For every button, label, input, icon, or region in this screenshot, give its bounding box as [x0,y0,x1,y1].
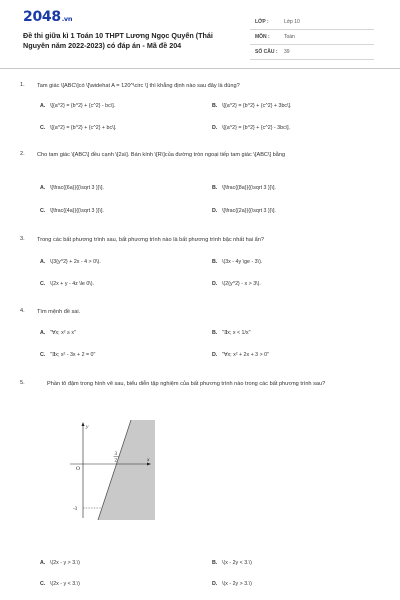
option-letter: A. [40,103,46,109]
option-text: \(x - 2y < 3.\) [222,560,252,566]
option-text: "∀x; x² + 2x + 3 > 0" [222,352,269,358]
option-a[interactable] [40,330,76,336]
option-letter: A. [40,185,46,191]
logo-text: 2048 [23,9,61,25]
inequality-graph [65,420,155,520]
option-letter: C. [40,208,46,214]
option-letter: C. [40,352,46,358]
option-text: "∀x; x² ≥ x" [50,330,76,336]
option-a[interactable] [40,560,80,566]
meta-value: Lớp 10 [284,19,300,25]
option-c[interactable] [40,352,95,358]
option-letter: B. [212,185,218,191]
y-axis-label: y [86,424,89,430]
meta-label: SỐ CÂU : [255,49,278,55]
question-text: Tìm mệnh đề sai. [37,309,81,315]
question-number: 3. [20,236,25,242]
option-letter: D. [212,581,218,587]
x-intercept-denominator: 2 [114,458,117,464]
option-b[interactable] [212,259,262,265]
option-text: \(2x + y - 4z \le 0\). [50,281,95,287]
option-text: \(2x - y < 3.\) [50,581,80,587]
option-letter: C. [40,281,46,287]
shaded-region [98,420,155,520]
option-text: \[{a^2} = {b^2} + {c^2} - 3bc\]. [222,125,291,131]
y-intercept-label: -3 [73,507,78,512]
option-text: \(3x - 4y \ge - 3\). [222,259,263,265]
option-d[interactable] [212,125,290,131]
header-divider [0,68,400,69]
option-letter: A. [40,560,46,566]
option-text: \[{a^2} = {b^2} + {c^2} + bc\]. [50,125,117,131]
option-d[interactable] [212,281,261,287]
option-text: \[\frac{{4a}}{{\sqrt 3 }}\]. [50,208,104,214]
question-text: Tam giác \[ABC\]có \[\widehat A = 120^\circ \] thì khẳng định nào sau đây là đúng? [37,83,240,89]
option-a[interactable] [40,185,104,191]
question-number: 1. [20,82,25,88]
option-text: \[\frac{{6a}}{{\sqrt 3 }}\]. [50,185,104,191]
exam-title: Đề thi giữa kì 1 Toán 10 THPT Lương Ngọc Quyến (Thái Nguyên năm 2022-2023) có đáp án - Mã đề 204 [23,31,213,50]
option-text: \[\frac{{8a}}{{\sqrt 3 }}\]. [222,185,276,191]
question-number: 4. [20,308,25,314]
question-text: Phần tô đậm trong hình vẽ sau, biểu diễn tập nghiệm của bất phương trình nào trong các bất phương trình sau? [47,381,326,387]
meta-row-subject [250,30,374,45]
meta-row-question-count [250,45,374,60]
option-letter: D. [212,352,218,358]
question-text: Cho tam giác \[ABC\] đều cạnh \[2a\]. Bán kính \[R\]của đường tròn ngoại tiếp tam giác \[ABC\] bằng [37,152,286,158]
option-letter: D. [212,208,218,214]
option-letter: C. [40,125,46,131]
meta-label: MÔN : [255,34,270,40]
option-c[interactable] [40,125,117,131]
option-text: \[{a^2} = {b^2} + {c^2} + 3bc\]. [222,103,292,109]
option-b[interactable] [212,330,250,336]
option-text: \(x - 2y > 3.\) [222,581,252,587]
x-intercept-numerator: 3 [114,452,117,457]
option-d[interactable] [212,581,252,587]
option-d[interactable] [212,352,269,358]
question-text: Trong các bất phương trình sau, bất phương trình nào là bất phương trình bậc nhất hai ẩn? [37,237,264,243]
option-c[interactable] [40,208,104,214]
option-c[interactable] [40,581,80,587]
option-text: \(2x - y > 3.\) [50,560,80,566]
option-letter: C. [40,581,46,587]
option-b[interactable] [212,185,276,191]
site-logo[interactable] [23,9,72,25]
option-letter: A. [40,259,46,265]
origin-label: O [76,466,80,472]
option-letter: B. [212,330,218,336]
option-text: "∃x; x² - 3x + 2 = 0" [50,352,96,358]
meta-label: LỚP : [255,19,269,25]
meta-value: 39 [284,49,290,55]
option-b[interactable] [212,560,252,566]
option-a[interactable] [40,259,101,265]
option-c[interactable] [40,281,94,287]
option-b[interactable] [212,103,291,109]
option-text: \(3{y^2} + 2x - 4 > 0\). [50,259,101,265]
logo-suffix: .vn [61,15,73,23]
meta-value: Toán [284,34,295,40]
y-axis-arrow-icon [82,422,85,426]
option-text: \[\frac{{2a}}{{\sqrt 3 }}\]. [222,208,276,214]
meta-row-class [250,15,374,30]
option-text: \(2{y^2} - x > 3\). [222,281,261,287]
option-letter: B. [212,560,218,566]
x-axis-label: x [147,457,150,463]
option-a[interactable] [40,103,115,109]
question-number: 5. [20,380,25,386]
option-text: \[{a^2} = {b^2} + {c^2} - bc\]. [50,103,116,109]
question-number: 2. [20,151,25,157]
option-letter: B. [212,259,218,265]
option-text: "∃x; x < 1/x" [222,330,251,336]
option-letter: D. [212,281,218,287]
option-letter: A. [40,330,46,336]
option-letter: B. [212,103,218,109]
option-letter: D. [212,125,218,131]
page-header [0,0,400,60]
option-d[interactable] [212,208,276,214]
exam-meta-table [250,15,374,60]
